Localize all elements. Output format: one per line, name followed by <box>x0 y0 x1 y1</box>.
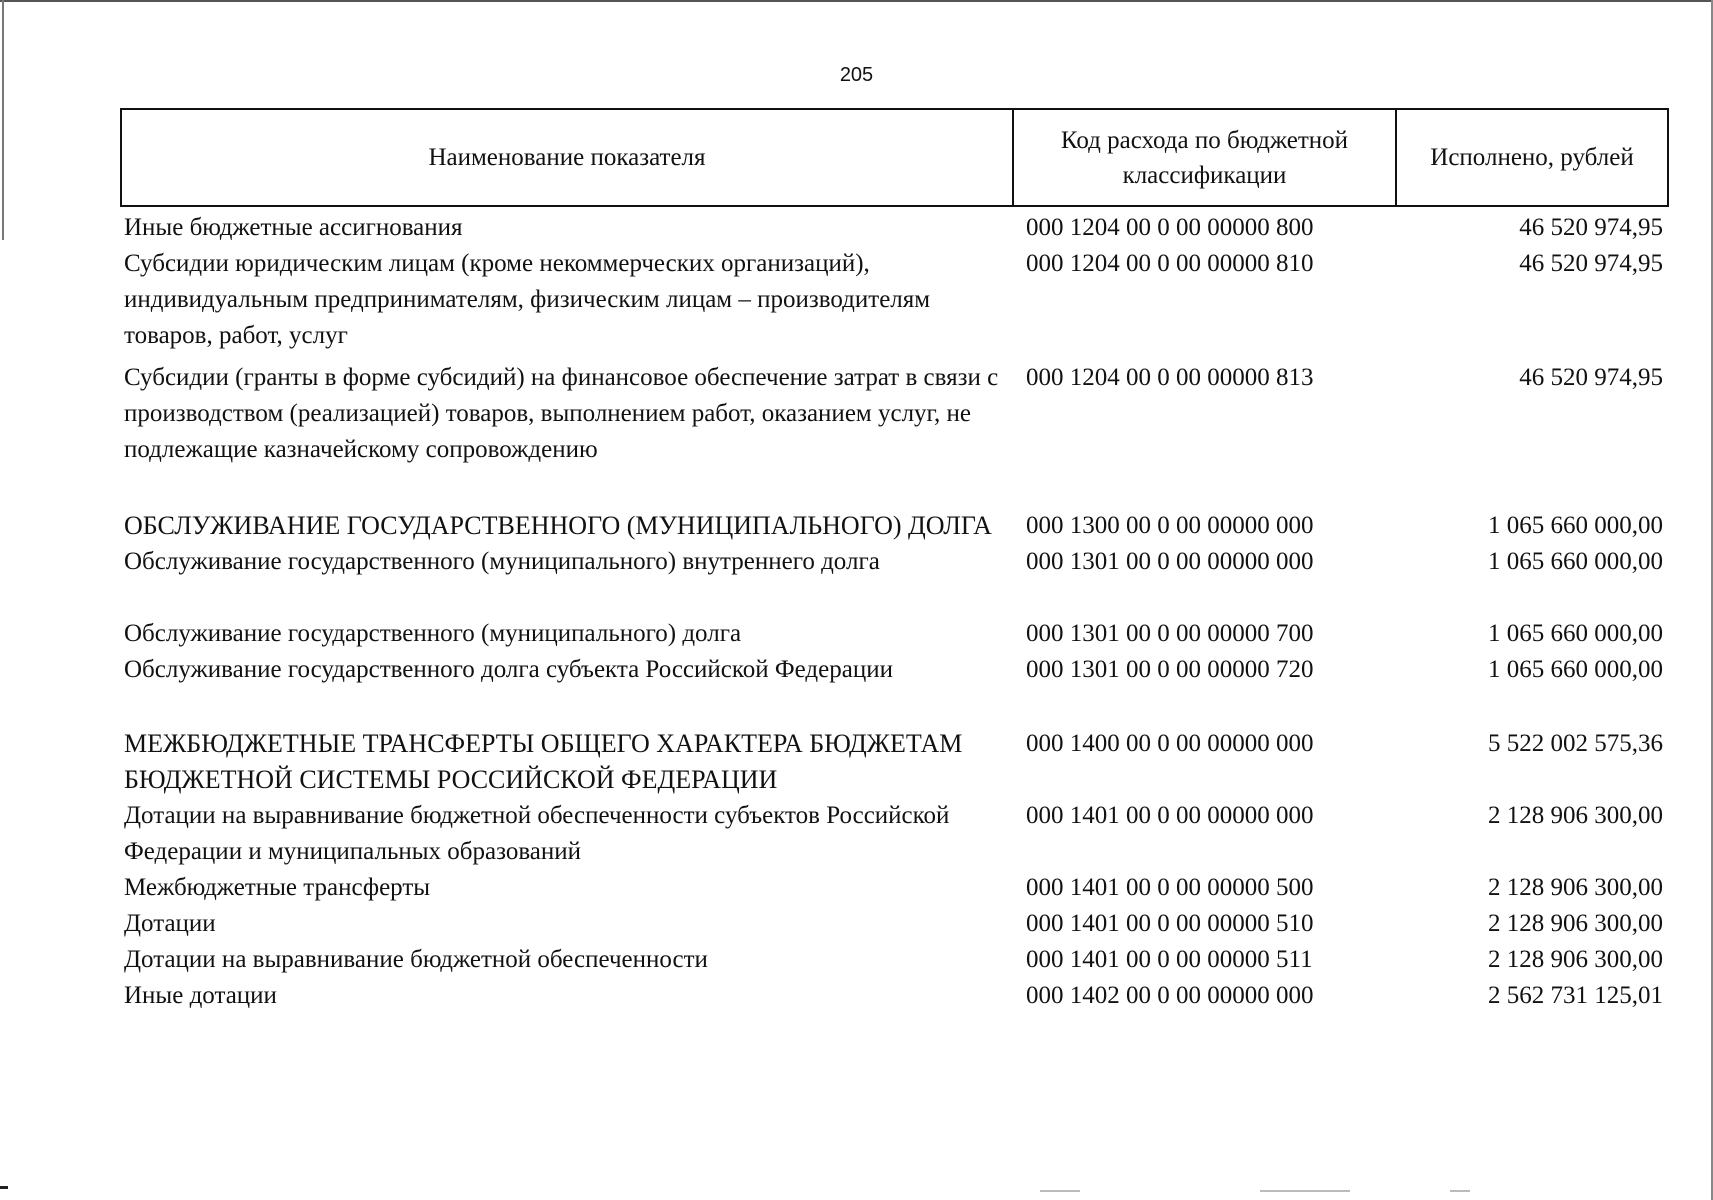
row-code: 000 1301 00 0 00 00000 700 <box>1026 620 1314 647</box>
table-row <box>120 870 1669 906</box>
scan-border-top <box>0 0 1713 2</box>
table-row-section <box>120 508 1669 544</box>
row-code: 000 1300 00 0 00 00000 000 <box>1026 512 1314 539</box>
table-row <box>120 652 1669 688</box>
row-amount: 46 520 974,95 <box>1519 214 1663 241</box>
row-amount: 1 065 660 000,00 <box>1488 620 1663 647</box>
row-name: Дотации на выравнивание бюджетной обеспеченности <box>124 946 708 973</box>
table-row <box>120 616 1669 652</box>
row-code: 000 1301 00 0 00 00000 720 <box>1026 656 1314 683</box>
row-name: Дотации на выравнивание бюджетной обеспеченности субъектов Российской Федерации и муниципальных образований <box>124 802 950 865</box>
row-code: 000 1204 00 0 00 00000 800 <box>1026 214 1314 241</box>
table-row <box>120 942 1669 978</box>
row-name: Дотации <box>124 910 216 937</box>
row-code: 000 1401 00 0 00 00000 500 <box>1026 874 1314 901</box>
row-amount: 2 562 731 125,01 <box>1488 982 1663 1009</box>
row-name: ОБСЛУЖИВАНИЕ ГОСУДАРСТВЕННОГО (МУНИЦИПАЛЬНОГО) ДОЛГА <box>124 511 992 540</box>
row-code: 000 1401 00 0 00 00000 000 <box>1026 802 1314 829</box>
table-row <box>120 246 1669 354</box>
row-amount: 2 128 906 300,00 <box>1488 946 1663 973</box>
row-amount: 46 520 974,95 <box>1519 250 1663 277</box>
row-code: 000 1401 00 0 00 00000 511 <box>1026 946 1313 973</box>
row-amount: 2 128 906 300,00 <box>1488 874 1663 901</box>
scan-speckle <box>1040 1190 1080 1192</box>
table-row <box>120 906 1669 942</box>
row-amount: 46 520 974,95 <box>1519 364 1663 391</box>
row-amount: 1 065 660 000,00 <box>1488 548 1663 575</box>
row-amount: 5 522 002 575,36 <box>1488 730 1663 757</box>
table-row <box>120 360 1669 468</box>
row-name: Обслуживание государственного (муниципального) внутреннего долга <box>124 548 880 575</box>
row-name: Обслуживание государственного долга субъекта Российской Федерации <box>124 656 893 683</box>
table-header <box>120 108 1669 207</box>
row-name: Межбюджетные трансферты <box>124 874 431 901</box>
table-row <box>120 210 1669 246</box>
row-code: 000 1400 00 0 00 00000 000 <box>1026 730 1314 757</box>
table-row <box>120 798 1669 870</box>
row-amount: 2 128 906 300,00 <box>1488 802 1663 829</box>
header-name: Наименование показателя <box>122 110 1014 205</box>
row-name: Обслуживание государственного (муниципального) долга <box>124 620 742 647</box>
row-code: 000 1402 00 0 00 00000 000 <box>1026 982 1314 1009</box>
table-row-section <box>120 726 1669 798</box>
table-row <box>120 544 1669 580</box>
page-number: 205 <box>839 64 874 86</box>
row-code: 000 1204 00 0 00 00000 813 <box>1026 364 1314 391</box>
row-amount: 2 128 906 300,00 <box>1488 910 1663 937</box>
row-amount: 1 065 660 000,00 <box>1488 656 1663 683</box>
row-name: Субсидии (гранты в форме субсидий) на финансовое обеспечение затрат в связи с производством (реализацией) товаров, выполнением работ, оказанием услуг, не подлежащие казначейскому сопровождению <box>124 364 999 463</box>
scan-speckle <box>1450 1190 1470 1192</box>
row-code: 000 1301 00 0 00 00000 000 <box>1026 548 1314 575</box>
scan-speckle <box>1260 1190 1350 1192</box>
table-row <box>120 978 1669 1014</box>
row-code: 000 1401 00 0 00 00000 510 <box>1026 910 1314 937</box>
header-amount: Исполнено, рублей <box>1430 144 1634 171</box>
row-name: Иные бюджетные ассигнования <box>124 214 463 241</box>
row-amount: 1 065 660 000,00 <box>1488 512 1663 539</box>
header-code: Код расхода по бюджетной классификации <box>1014 110 1397 205</box>
row-code: 000 1204 00 0 00 00000 810 <box>1026 250 1314 277</box>
scan-border-left <box>2 0 4 240</box>
scan-mark <box>0 1186 8 1189</box>
table-body <box>120 210 1669 1014</box>
row-name: МЕЖБЮДЖЕТНЫЕ ТРАНСФЕРТЫ ОБЩЕГО ХАРАКТЕРА БЮДЖЕТАМ БЮДЖЕТНОЙ СИСТЕМЫ РОССИЙСКОЙ ФЕДЕРАЦИИ <box>124 729 963 794</box>
row-name: Субсидии юридическим лицам (кроме некоммерческих организаций), индивидуальным предпринимателям, физическим лицам – производителям товаров, работ, услуг <box>124 250 931 349</box>
row-name: Иные дотации <box>124 982 277 1009</box>
